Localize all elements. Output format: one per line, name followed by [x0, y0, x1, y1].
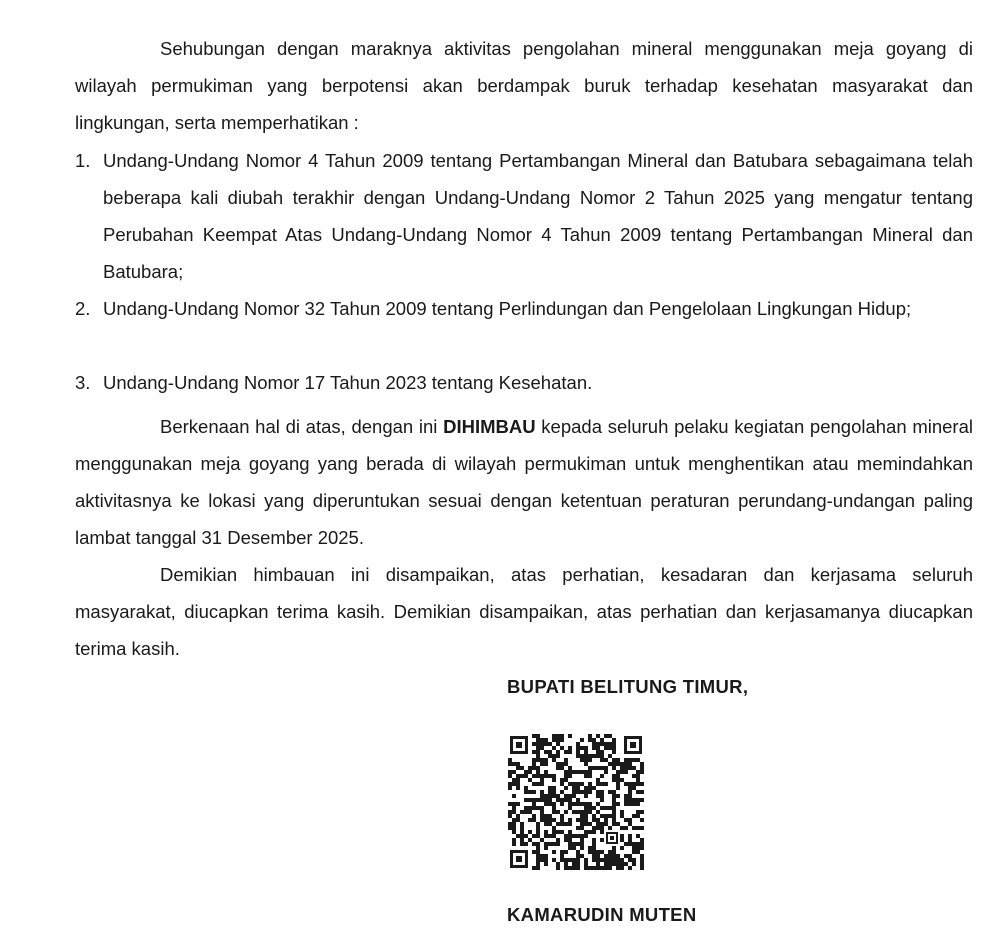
list-item	[75, 364, 973, 401]
closing-paragraph	[75, 556, 973, 667]
list-item	[75, 142, 973, 290]
list-text: Undang-Undang Nomor 32 Tahun 2009 tentang Perlindungan dan Pengelolaan Lingkungan Hidup;	[103, 298, 912, 319]
list-number: 2.	[75, 298, 91, 319]
list-text: Undang-Undang Nomor 4 Tahun 2009 tentang Pertambangan Mineral dan Batubara sebagaimana telah beberapa kali diubah terakhir dengan Undang-Undang Nomor 2 Tahun 2025 yang mengatur tentang Perubahan Keempat Atas Undang-Undang Nomor 4 Tahun 2009 tentang Pertambangan Mineral dan Batubara;	[103, 150, 973, 282]
list-text: Undang-Undang Nomor 17 Tahun 2023 tentang Kesehatan.	[103, 372, 593, 393]
intro-paragraph	[75, 30, 973, 141]
list-number: 1.	[75, 150, 91, 171]
list-item	[75, 290, 973, 327]
appeal-emphasis: DIHIMBAU	[443, 416, 536, 437]
appeal-paragraph	[75, 408, 973, 556]
intro-text: Sehubungan dengan maraknya aktivitas pengolahan mineral menggunakan meja goyang di wilayah permukiman yang berpotensi akan berdampak buruk terhadap kesehatan masyarakat dan lingkungan, serta memperhatikan :	[75, 38, 973, 133]
signature-title: BUPATI BELITUNG TIMUR,	[507, 676, 749, 697]
closing-text: Demikian himbauan ini disampaikan, atas perhatian, kesadaran dan kerjasama seluruh masyarakat, diucapkan terima kasih. Demikian disampaikan, atas perhatian dan kerjasamanya diucapkan terima kasih.	[75, 564, 973, 659]
list-number: 3.	[75, 372, 91, 393]
qr-code-icon	[508, 734, 644, 870]
appeal-text-before: Berkenaan hal di atas, dengan ini	[160, 416, 444, 437]
signature-name: KAMARUDIN MUTEN	[507, 904, 697, 925]
appeal-text-after: kepada seluruh pelaku kegiatan pengolahan mineral menggunakan meja goyang yang berada di wilayah permukiman untuk menghentikan atau memindahkan aktivitasnya ke lokasi yang diperuntukan sesuai dengan ketentuan peraturan perundang-undangan paling lambat tanggal 31 Desember 2025.	[75, 416, 973, 548]
